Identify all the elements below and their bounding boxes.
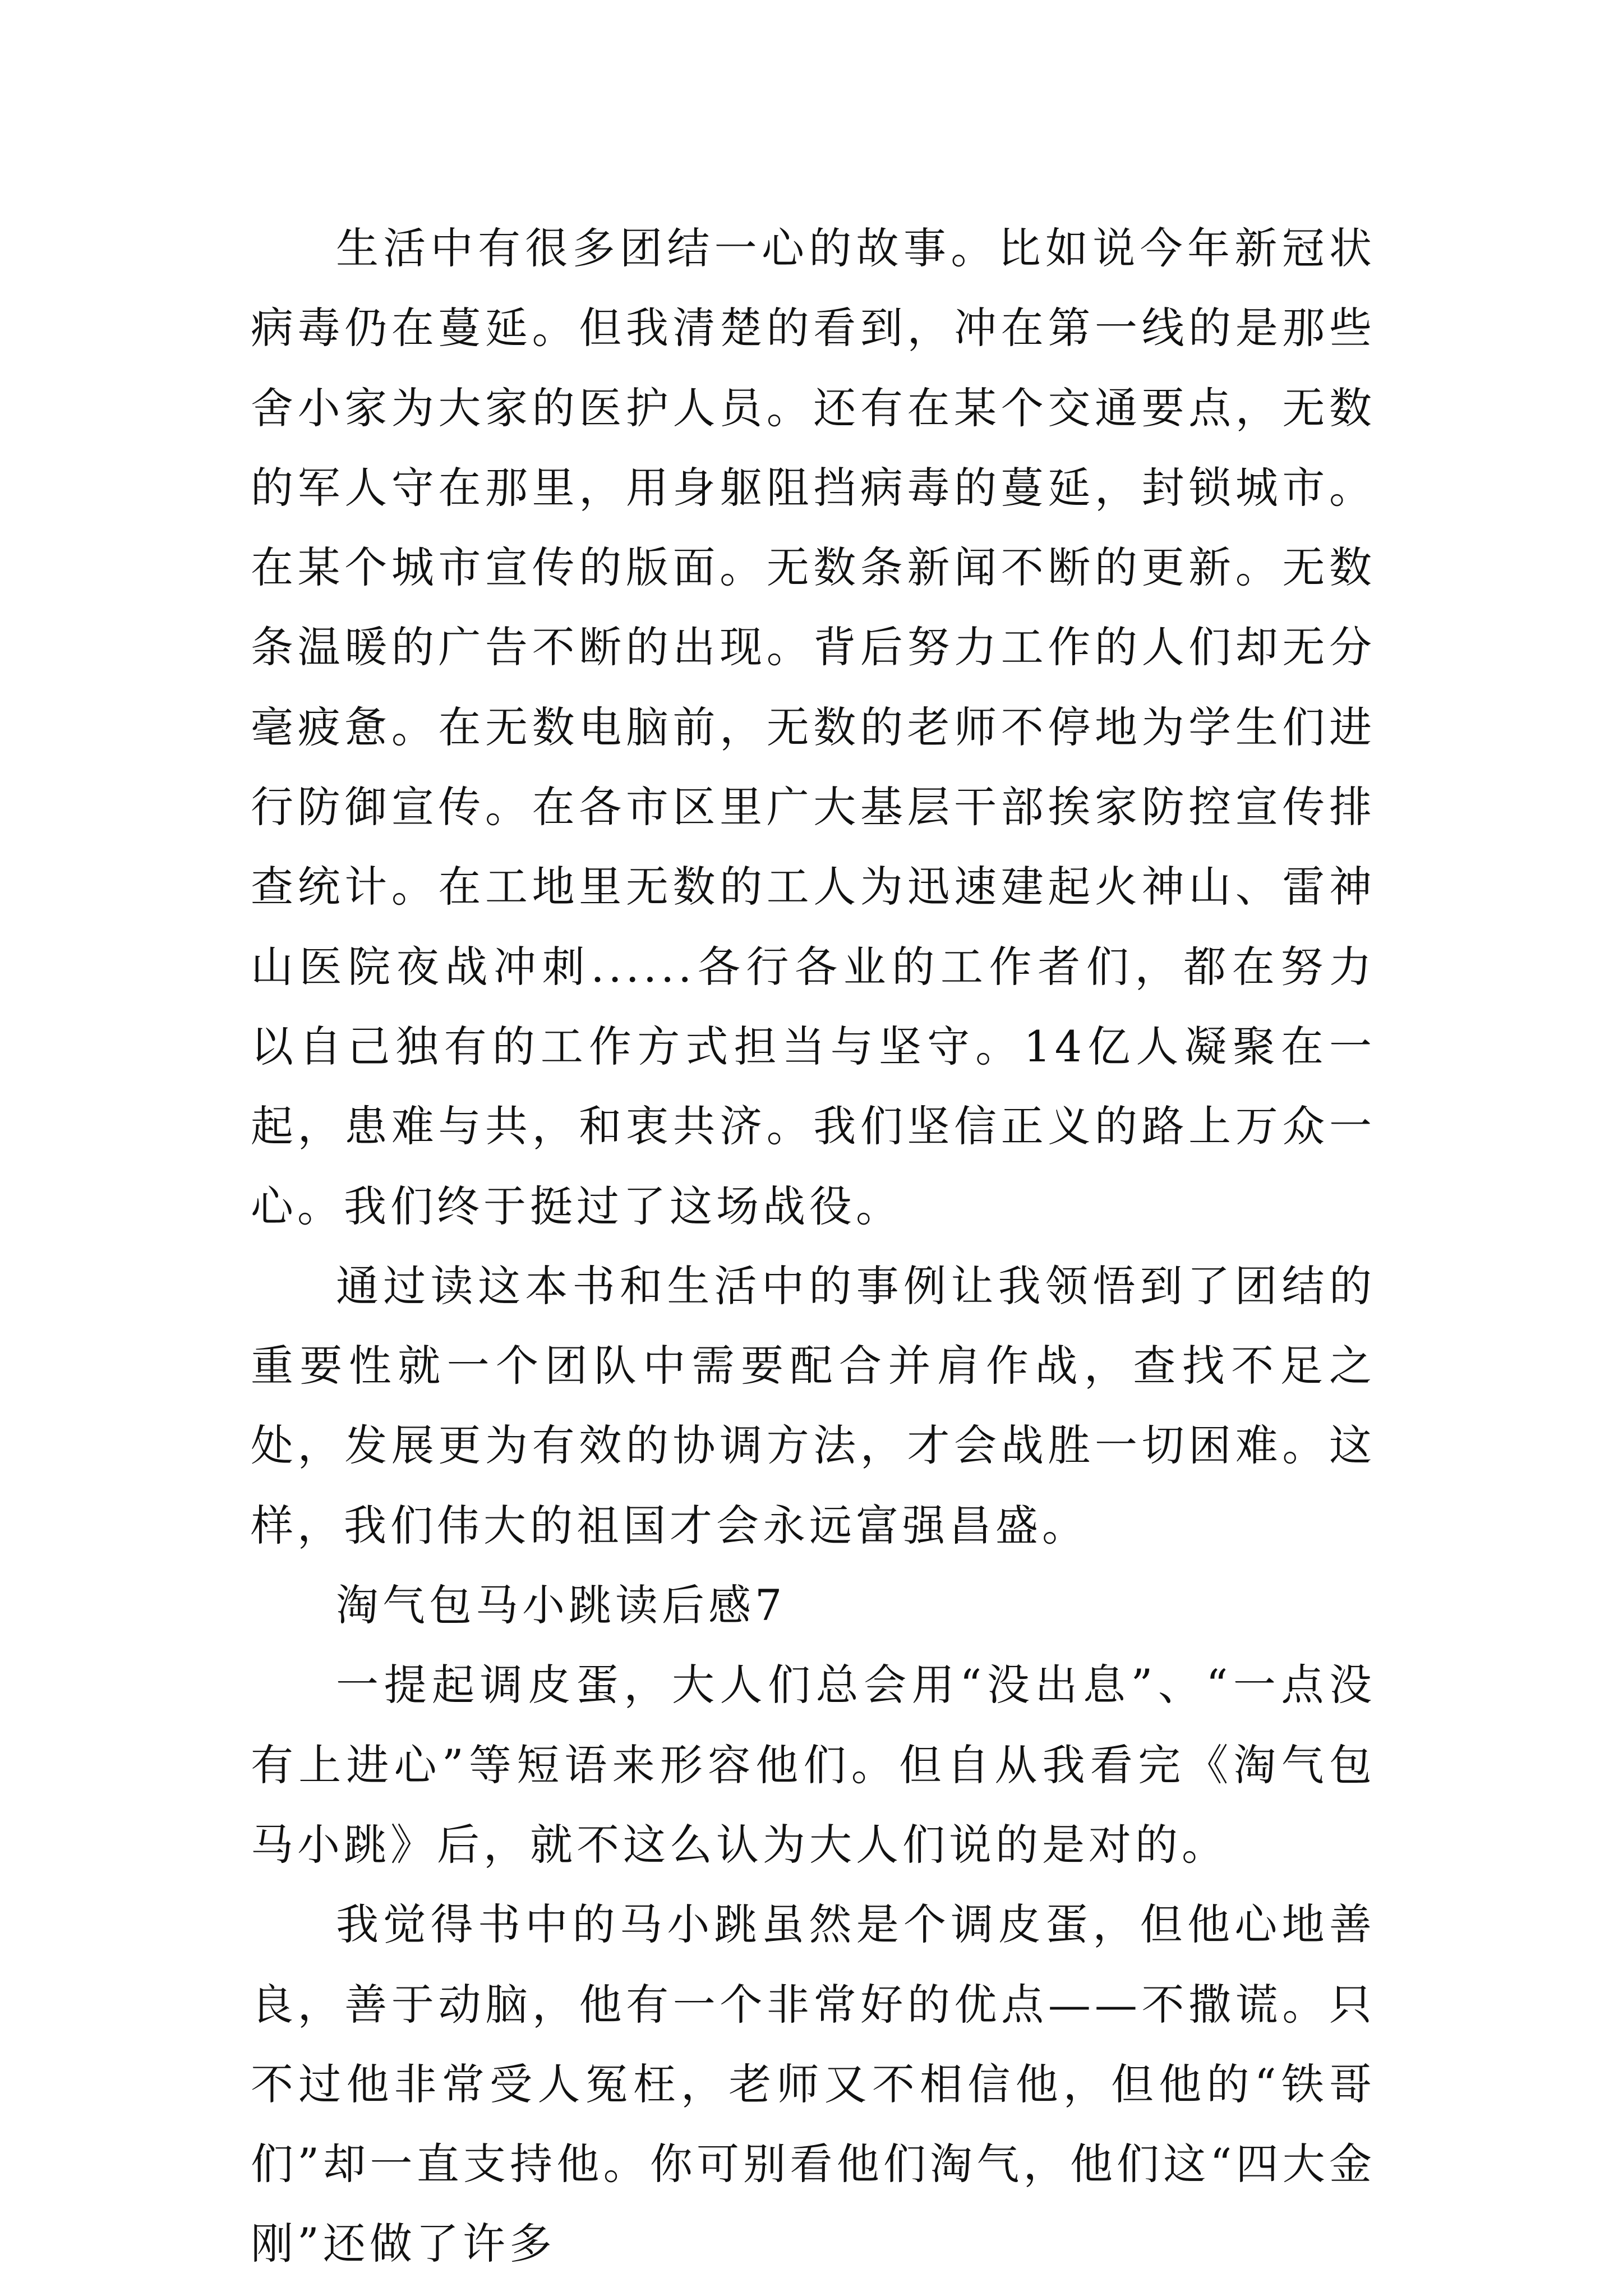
document-body [251, 209, 1376, 2284]
paragraph-naughty-kids: 一提起调皮蛋，大人们总会用“没出息”、“一点没有上进心”等短语来形容他们。但自从我看完《淘气包马小跳》后，就不这么认为大人们说的是对的。 [251, 1660, 1376, 1870]
paragraph-covid-story: 生活中有很多团结一心的故事。比如说今年新冠状病毒仍在蔓延。但我清楚的看到，冲在第一线的是那些舍小家为大家的医护人员。还有在某个交通要点，无数的军人守在那里，用身躯阻挡病毒的蔓延，封锁城市。在某个城市宣传的版面。无数条新闻不断的更新。无数条温暖的广告不断的出现。背后努力工作的人们却无分毫疲惫。在无数电脑前，无数的老师不停地为学生们进行防御宣传。在各市区里广大基层干部挨家防控宣传排查统计。在工地里无数的工人为迅速建起火神山、雷神山医院夜战冲刺......各行各业的工作者们，都在努力以自己独有的工作方式担当与坚守。14亿人凝聚在一起，患难与共，和衷共济。我们坚信正义的路上万众一心。我们终于挺过了这场战役。 [251, 223, 1376, 1231]
section-heading: 淘气包马小跳读后感7 [336, 1580, 786, 1631]
paragraph-unity-lesson: 通过读这本书和生活中的事例让我领悟到了团结的重要性就一个团队中需要配合并肩作战，查找不足之处，发展更为有效的协调方法，才会战胜一切困难。这样，我们伟大的祖国才会永远富强昌盛。 [251, 1260, 1376, 1550]
paragraph-ma-xiaotiao: 我觉得书中的马小跳虽然是个调皮蛋，但他心地善良，善于动脑，他有一个非常好的优点——不撒谎。只不过他非常受人冤枉，老师又不相信他，但他的“铁哥们”却一直支持他。你可别看他们淘气，他们这“四大金刚”还做了许多 [251, 1899, 1376, 2269]
